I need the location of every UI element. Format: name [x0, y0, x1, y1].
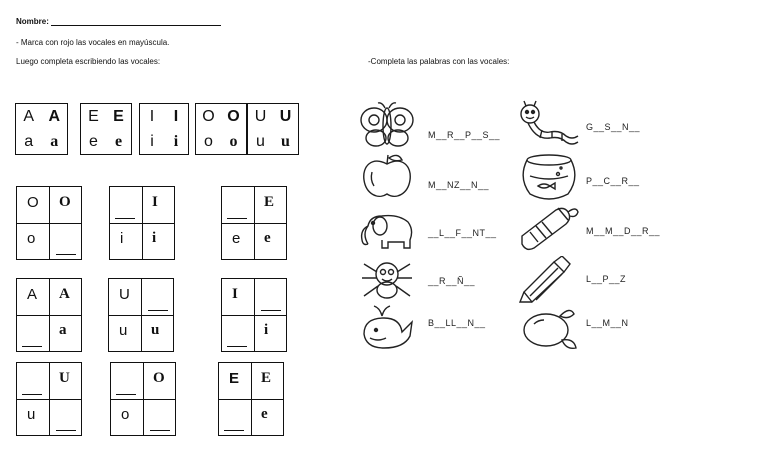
vowel[interactable]: o — [204, 132, 213, 150]
apple-picture — [358, 152, 416, 200]
blank-answer-slot[interactable] — [17, 363, 49, 399]
instruction-3: -Completa las palabras con las vocales: — [368, 57, 510, 66]
name-blank[interactable] — [51, 17, 221, 26]
vowel-letter: I — [152, 194, 158, 210]
vowel[interactable]: i — [173, 132, 179, 150]
word-left-5[interactable]: B__LL__N__ — [428, 318, 486, 328]
word-right-4[interactable]: L__P__Z — [586, 274, 627, 284]
blank-answer-slot[interactable] — [111, 363, 143, 399]
vowel-letter: u — [151, 322, 160, 338]
vowel-letter: U — [119, 286, 130, 303]
worm-picture — [516, 100, 582, 146]
whale-picture — [358, 304, 416, 350]
name-label: Nombre: — [16, 17, 49, 26]
vowel-letter: O — [27, 194, 39, 211]
blank-answer-slot[interactable] — [49, 399, 81, 435]
vowel-box-o — [195, 103, 247, 155]
fishbowl-picture — [516, 152, 582, 202]
vowel[interactable]: a — [24, 132, 34, 150]
baby-bottle-picture — [516, 204, 582, 252]
word-right-2[interactable]: P__C__R__ — [586, 176, 640, 186]
vowel-letter: O — [153, 370, 165, 386]
vowel-letter: A — [59, 286, 70, 302]
vowel-letter: E — [261, 370, 272, 386]
vowel-letter: E — [264, 194, 275, 210]
butterfly-picture — [358, 100, 416, 148]
vowel-exercise-box — [16, 186, 82, 260]
vowel[interactable]: I — [173, 107, 179, 125]
vowel[interactable]: o — [229, 132, 238, 150]
vowel[interactable]: O — [227, 107, 240, 125]
vowel-box-u — [247, 103, 299, 155]
lemon-picture — [516, 304, 582, 352]
blank-answer-slot[interactable] — [143, 399, 175, 435]
vowel[interactable]: i — [150, 132, 154, 150]
pencil-picture — [516, 256, 582, 304]
blank-answer-slot[interactable] — [17, 315, 49, 351]
vowel-letter: e — [261, 406, 268, 422]
vowel-exercise-box — [110, 362, 176, 436]
vowel-letter: A — [27, 286, 38, 303]
vowel-letter: u — [119, 322, 128, 339]
vowel-letter: o — [27, 230, 36, 247]
word-right-5[interactable]: L__M__N — [586, 318, 629, 328]
vowel-letter: U — [59, 370, 70, 386]
vowel-exercise-box — [221, 278, 287, 352]
blank-answer-slot[interactable] — [49, 223, 81, 259]
vowel[interactable]: u — [256, 132, 265, 150]
vowel-exercise-box — [218, 362, 284, 436]
vowel-exercise-box — [16, 278, 82, 352]
vowel-exercise-box — [108, 278, 174, 352]
elephant-picture — [358, 204, 416, 252]
blank-answer-slot[interactable] — [141, 279, 173, 315]
vowel-letter: I — [232, 286, 238, 302]
word-left-2[interactable]: M__NZ__N__ — [428, 180, 490, 190]
word-picture-panel — [356, 100, 670, 352]
vowel-letter: e — [232, 230, 241, 247]
word-left-3[interactable]: __L__F__NT__ — [428, 228, 497, 238]
vowel[interactable]: e — [89, 132, 98, 150]
vowel-box-i — [139, 103, 189, 155]
vowel[interactable]: u — [281, 132, 290, 150]
vowel-letter: u — [27, 406, 36, 423]
vowel[interactable]: U — [279, 107, 292, 125]
vowel[interactable]: a — [50, 132, 59, 150]
word-left-1[interactable]: M__R__P__S__ — [428, 130, 501, 140]
vowel-box-e — [80, 103, 132, 155]
vowel-letter: i — [152, 230, 157, 246]
vowel-letter: a — [59, 322, 67, 338]
vowel[interactable]: E — [88, 107, 99, 125]
vowel[interactable]: A — [23, 107, 35, 125]
blank-answer-slot[interactable] — [222, 187, 254, 223]
vowel-exercise-box — [221, 186, 287, 260]
name-line[interactable] — [16, 17, 221, 26]
vowel-letter: E — [229, 370, 240, 387]
vowel[interactable]: A — [48, 107, 61, 125]
instruction-2: Luego completa escribiendo las vocales: — [16, 57, 161, 66]
vowel[interactable]: e — [114, 132, 123, 150]
vowel[interactable]: U — [254, 107, 267, 125]
blank-answer-slot[interactable] — [222, 315, 254, 351]
word-right-1[interactable]: G__S__N__ — [586, 122, 641, 132]
word-left-4[interactable]: __R__Ñ__ — [428, 276, 476, 286]
vowel-letter: O — [59, 194, 71, 210]
vowel-letter: i — [264, 322, 269, 338]
vowel-letter: o — [121, 406, 130, 423]
blank-answer-slot[interactable] — [219, 399, 251, 435]
vowel-box-a — [15, 103, 68, 155]
spider-picture — [358, 256, 416, 304]
vowel-exercise-box — [109, 186, 175, 260]
vowel[interactable]: O — [202, 107, 215, 125]
vowel-exercise-box — [16, 362, 82, 436]
blank-answer-slot[interactable] — [254, 279, 286, 315]
word-right-3[interactable]: M__M__D__R__ — [586, 226, 661, 236]
vowel-letter: e — [264, 230, 271, 246]
instruction-1: - Marca con rojo las vocales en mayúscula. — [16, 38, 170, 47]
vowel[interactable]: I — [149, 107, 155, 125]
vowel-letter: i — [120, 230, 124, 247]
blank-answer-slot[interactable] — [110, 187, 142, 223]
vowel[interactable]: E — [113, 107, 124, 125]
